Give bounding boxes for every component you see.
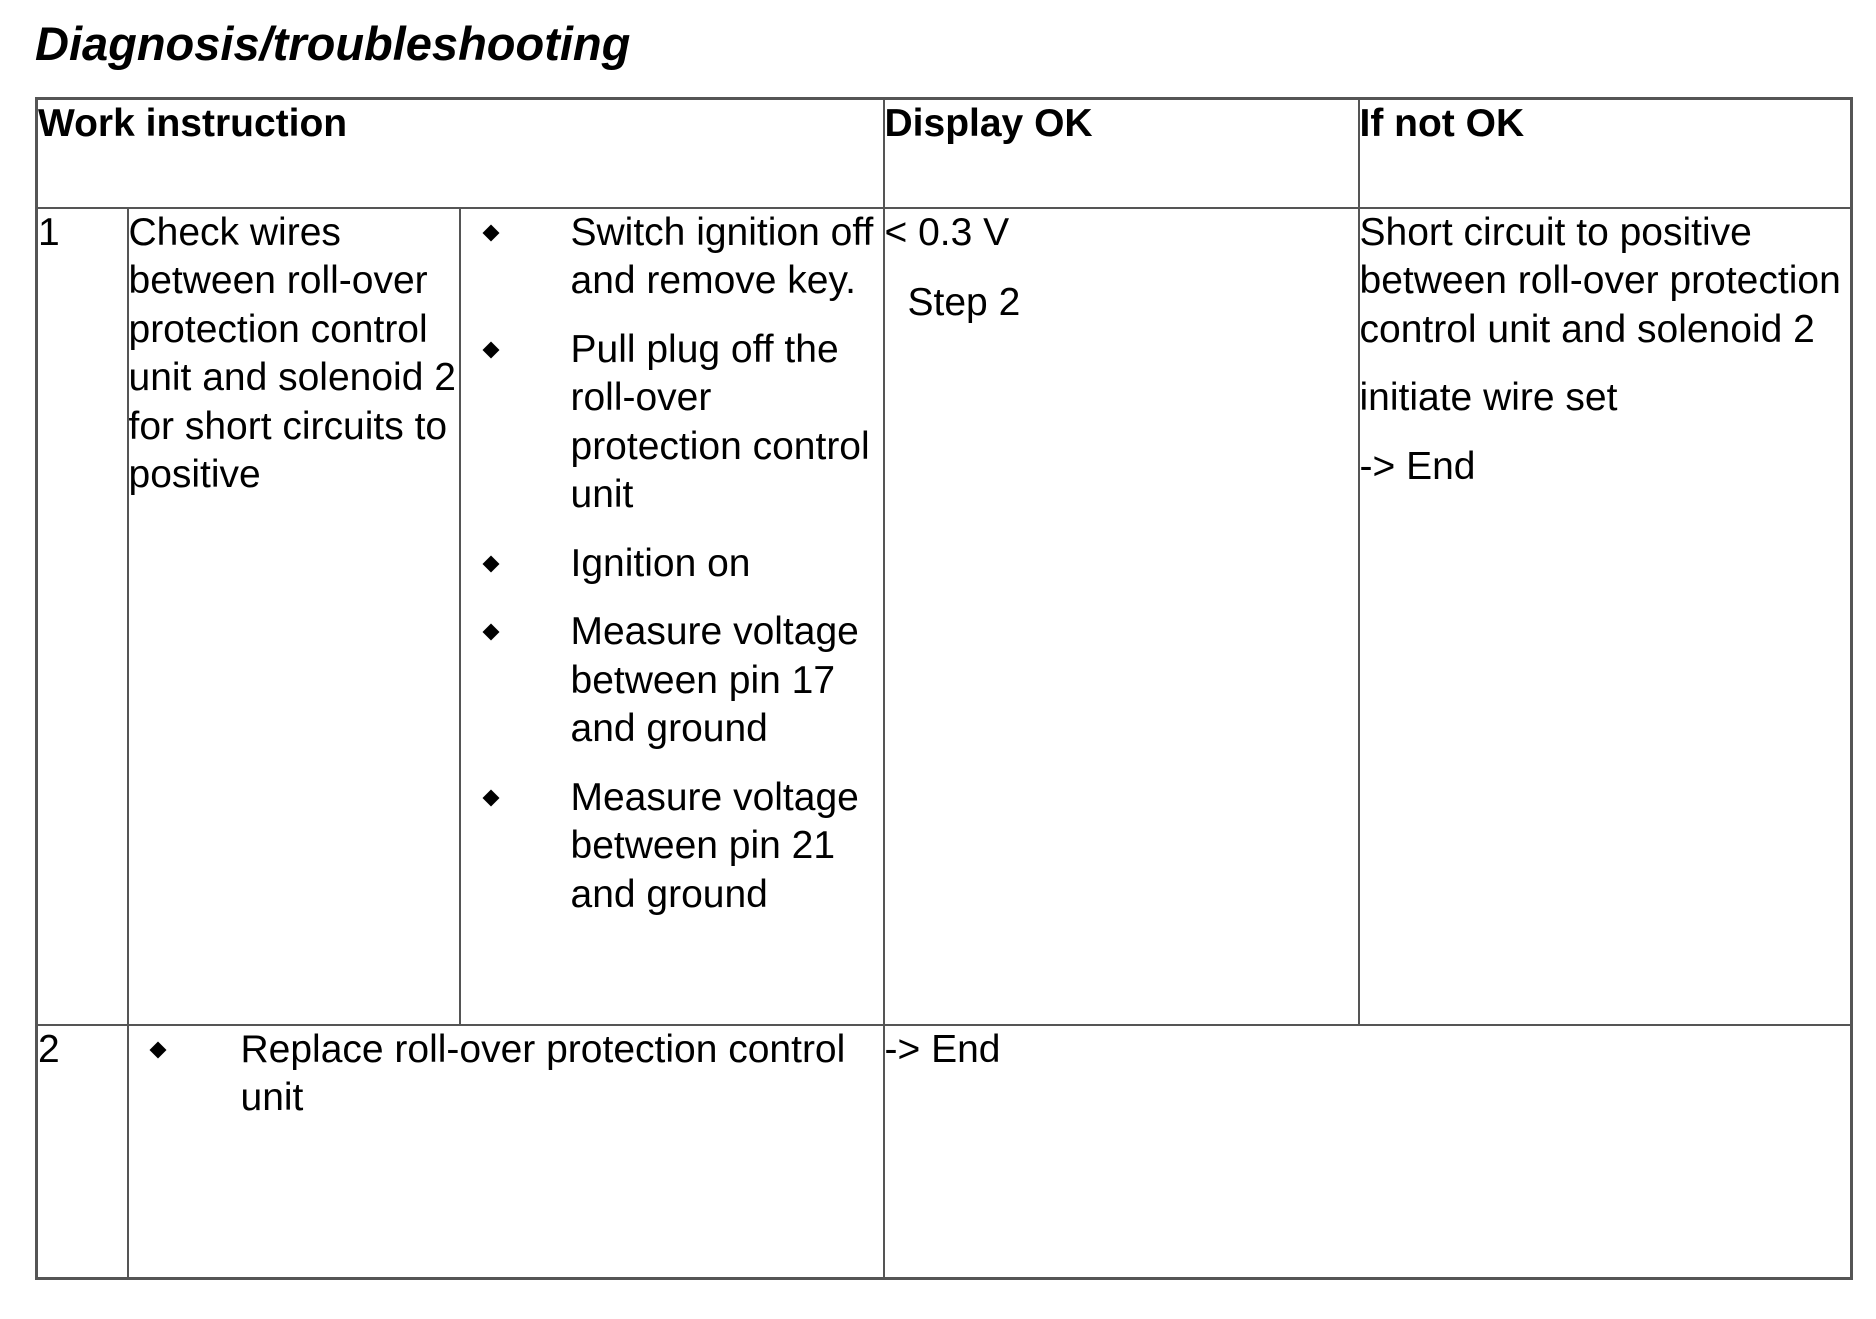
step-actions	[460, 208, 884, 1025]
step-actions	[128, 1025, 884, 1279]
display-ok-value: < 0.3 V	[884, 210, 1010, 254]
step-description: Check wires between roll-over protection control unit and solenoid 2 for short circuits to positive	[128, 208, 460, 1025]
bullet-diamond-icon	[482, 224, 499, 241]
header-display-ok: Display OK	[884, 99, 1359, 208]
action-item	[461, 608, 883, 754]
action-item	[461, 774, 883, 920]
table-header-row	[37, 99, 1852, 208]
display-ok-cell: -> End	[884, 1025, 1852, 1279]
action-item	[461, 209, 883, 306]
action-text: Pull plug off the roll-over protection control unit	[570, 327, 870, 516]
if-not-ok-end: -> End	[1359, 444, 1476, 488]
action-text: Replace roll-over protection control unit	[240, 1027, 846, 1119]
bullet-diamond-icon	[482, 555, 499, 572]
step-number: 2	[37, 1025, 128, 1279]
action-item	[461, 326, 883, 520]
header-if-not-ok: If not OK	[1359, 99, 1852, 208]
bullet-diamond-icon	[482, 624, 499, 641]
bullet-diamond-icon	[482, 789, 499, 806]
action-item	[129, 1026, 883, 1123]
table-row	[37, 208, 1852, 1025]
display-ok-cell	[884, 208, 1359, 1025]
header-work-instruction: Work instruction	[37, 99, 884, 208]
if-not-ok-action: initiate wire set	[1359, 376, 1618, 419]
action-text: Ignition on	[570, 541, 751, 585]
diagnosis-table	[35, 97, 1853, 1280]
action-item	[461, 540, 883, 589]
action-text: Measure voltage between pin 21 and ground	[570, 775, 859, 916]
step-number: 1	[37, 208, 128, 1025]
if-not-ok-cell	[1359, 208, 1852, 1025]
action-text: Measure voltage between pin 17 and ground	[570, 610, 859, 750]
bullet-diamond-icon	[482, 341, 499, 358]
table-row	[37, 1025, 1852, 1279]
action-text: Switch ignition off and remove key.	[570, 210, 874, 302]
if-not-ok-cause: Short circuit to positive between roll-over protection control unit and solenoid 2	[1359, 210, 1841, 351]
display-ok-next-step: Step 2	[907, 280, 1021, 324]
page-title: Diagnosis/troubleshooting	[35, 17, 631, 70]
bullet-diamond-icon	[149, 1041, 166, 1058]
